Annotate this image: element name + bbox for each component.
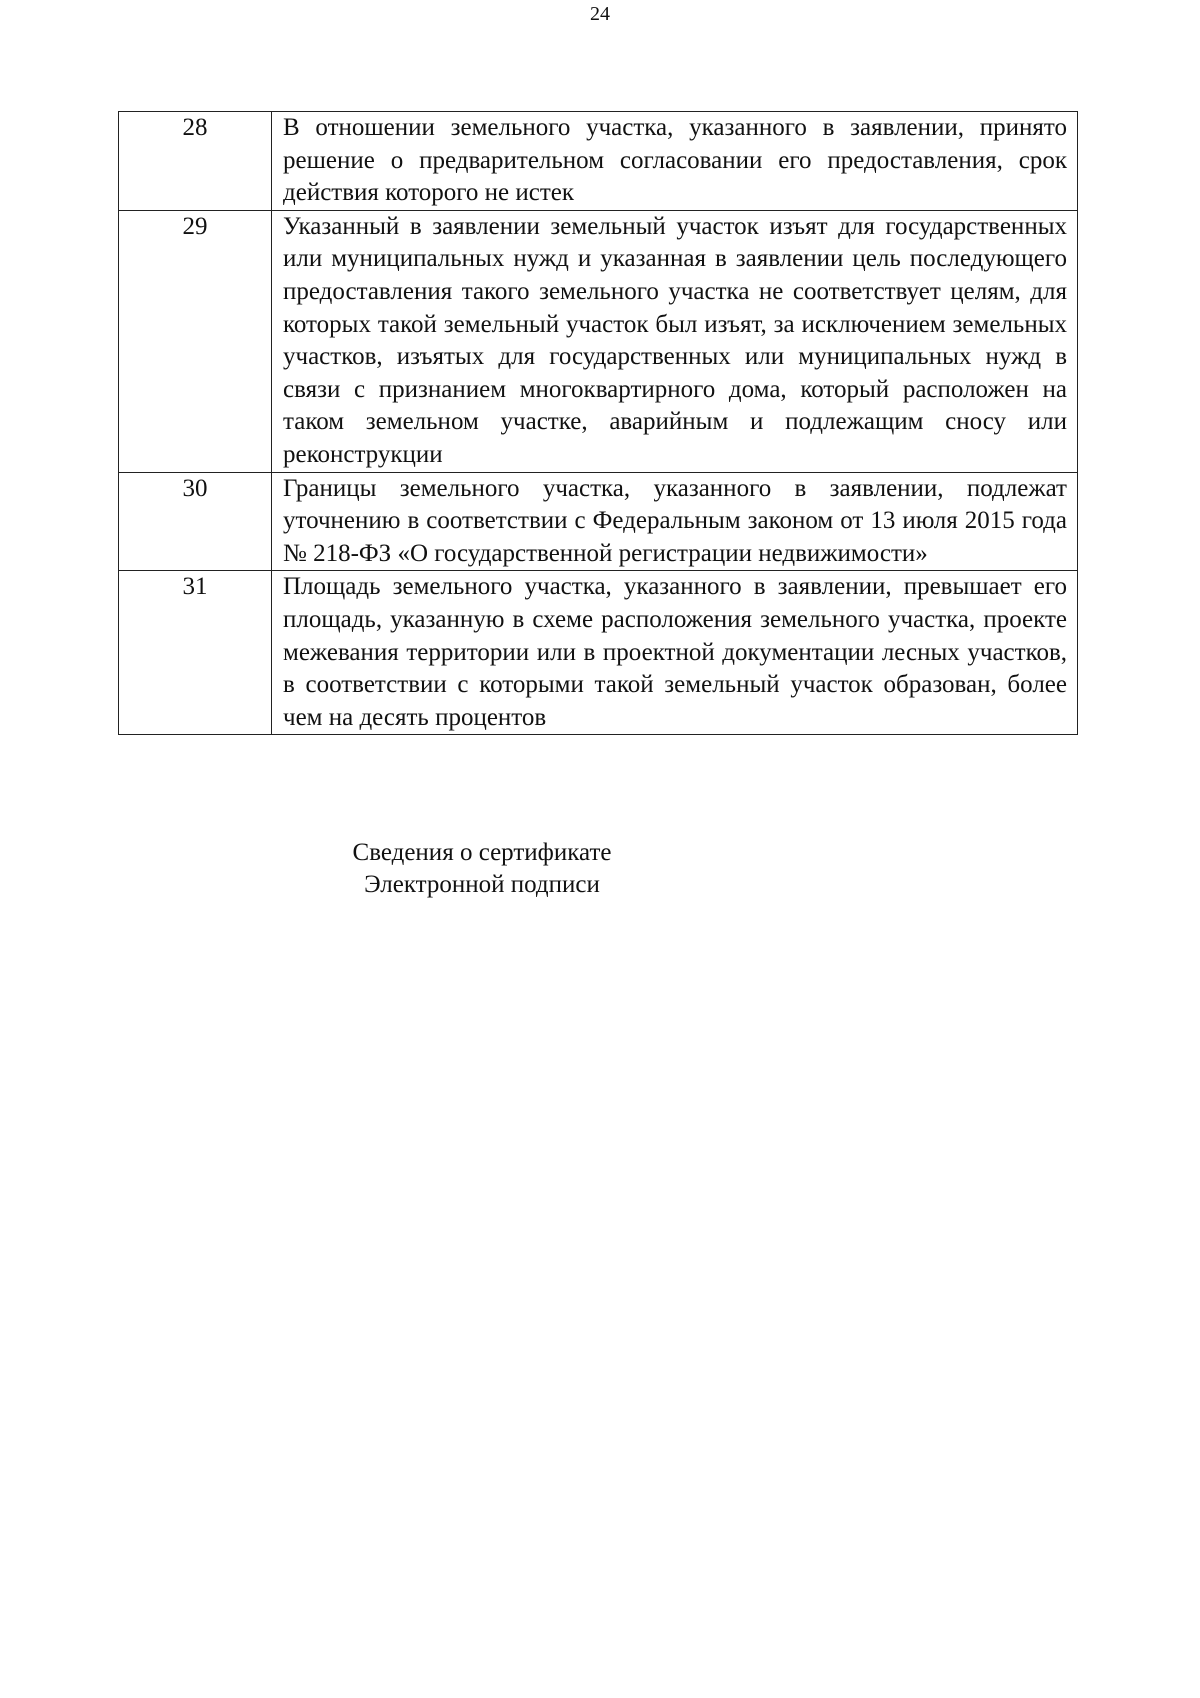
table-row: [119, 472, 1078, 571]
row-text: Указанный в заявлении земельный участок изъят для государственных или муниципальных нужд и указанная в заявлении цель последующего предоставления такого земельного участка не соответствует целям, для которых такой земельный участок был изъят, за исключением земельных участков, изъятых для государственных или муниципальных нужд в связи с признанием многоквартирного дома, который расположен на таком земельном участке, аварийным и подлежащим сносу или реконструкции: [272, 210, 1078, 472]
signature-certificate-info: [272, 837, 692, 901]
table-row: [119, 571, 1078, 735]
signature-info-line-2: Электронной подписи: [364, 871, 600, 898]
row-number: 30: [119, 472, 272, 571]
refusal-grounds-table: [118, 111, 1078, 735]
signature-info-line-1: Сведения о сертификате: [352, 839, 612, 866]
table-row: [119, 112, 1078, 211]
row-number: 28: [119, 112, 272, 211]
table-row: [119, 210, 1078, 472]
row-text: Площадь земельного участка, указанного в заявлении, превышает его площадь, указанную в схеме расположения земельного участка, проекте межевания территории или в проектной документации лесных участков, в соответствии с которыми такой земельный участок образован, более чем на десять процентов: [272, 571, 1078, 735]
row-number: 31: [119, 571, 272, 735]
page-number: 24: [590, 3, 610, 25]
row-text: В отношении земельного участка, указанного в заявлении, принято решение о предварительном согласовании его предоставления, срок действия которого не истек: [272, 112, 1078, 211]
row-number: 29: [119, 210, 272, 472]
row-text: Границы земельного участка, указанного в заявлении, подлежат уточнению в соответствии с Федеральным законом от 13 июля 2015 года № 218-ФЗ «О государственной регистрации недвижимости»: [272, 472, 1078, 571]
